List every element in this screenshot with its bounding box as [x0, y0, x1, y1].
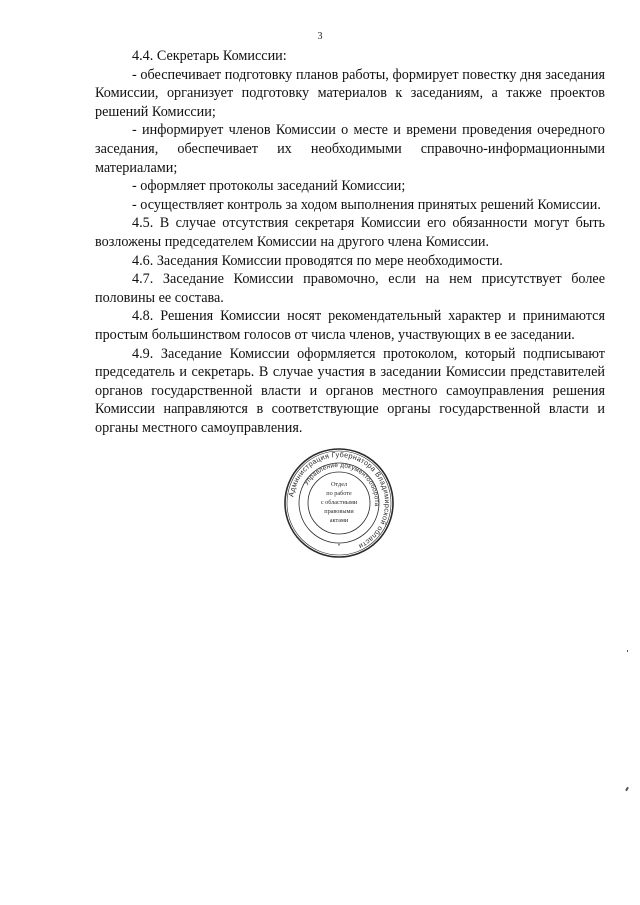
stamp-center-line-1: Отдел [330, 481, 348, 488]
paragraph-4-4-item-4: - осуществляет контроль за ходом выполнения принятых решений Комиссии. [132, 196, 601, 213]
paragraph-4-7: 4.7. Заседание Комиссии правомочно, если на нем присутствует более половины ее состава. [95, 271, 605, 306]
scan-speck [625, 787, 629, 791]
page-number: 3 [317, 31, 323, 42]
svg-text:*: * [337, 544, 341, 550]
document-body [95, 47, 605, 437]
stamp-outer-text: Администрация Губернатора Владимирской области [286, 449, 393, 552]
paragraph-4-4-heading: 4.4. Секретарь Комиссии: [132, 48, 287, 64]
paragraph-4-5: 4.5. В случае отсутствия секретаря Комиссии его обязанности могут быть возложены председателем Комиссии на другого члена Комиссии. [95, 215, 605, 250]
stamp-inner-text: Управление документооборота [303, 461, 381, 507]
paragraph-4-4-item-3: - оформляет протоколы заседаний Комиссии; [132, 178, 406, 195]
stamp-center-line-5: актами [329, 517, 349, 524]
stamp-center-line-4: правовыми [324, 508, 354, 515]
paragraph-4-4-item-2: - информирует членов Комиссии о месте и времени проведения очередного заседания, обеспечивает их необходимыми справочно-информационными материалами; [95, 122, 605, 176]
paragraph-4-4-item-1: - обеспечивает подготовку планов работы, формирует повестку дня заседания Комиссии, организует подготовку материалов к заседаниям, а также проектов решений Комиссии; [95, 66, 605, 120]
paragraph-4-8: 4.8. Решения Комиссии носят рекомендательный характер и принимаются простым большинством голосов от числа членов, участвующих в ее заседании. [95, 308, 605, 343]
paragraph-4-9: 4.9. Заседание Комиссии оформляется протоколом, который подписывают председатель и секретарь. В случае участия в заседании Комиссии представителей органов государственной власти и органов местного самоуправления решения Комиссии направляются в соответствующие органы государственной власти и органы местного самоуправления. [95, 345, 605, 436]
stamp-center-line-2: по работе [326, 490, 352, 497]
scan-speck [627, 650, 628, 652]
stamp-seal-icon [283, 447, 395, 559]
stamp-center-line-3: с областными [320, 499, 358, 506]
paragraph-4-6: 4.6. Заседания Комиссии проводятся по мере необходимости. [132, 252, 503, 269]
official-stamp [283, 447, 395, 559]
